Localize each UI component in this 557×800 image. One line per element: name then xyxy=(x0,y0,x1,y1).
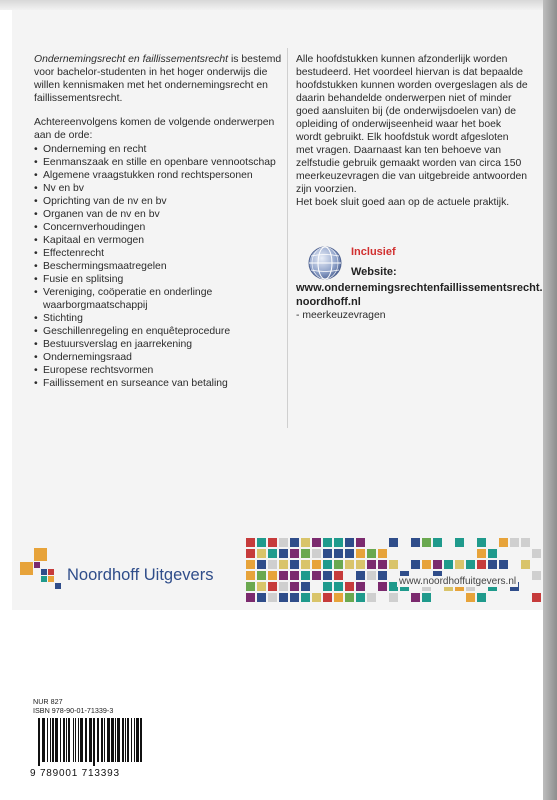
mosaic-tile xyxy=(367,571,376,580)
mosaic-tile xyxy=(378,571,387,580)
right-column xyxy=(296,53,528,209)
column-divider xyxy=(287,48,288,428)
topic-item: • Beschermingsmaatregelen xyxy=(34,260,286,273)
topic-item: • Algemene vraagstukken rond rechtspersonen xyxy=(34,169,286,182)
barcode-image xyxy=(36,718,148,766)
barcode-bar xyxy=(55,718,58,762)
mosaic-tile xyxy=(356,549,365,558)
mosaic-tile xyxy=(334,560,343,569)
barcode-bar xyxy=(75,718,76,762)
mosaic-tile xyxy=(323,593,332,602)
book-title-italic: Ondernemingsrecht en faillissementsrecht xyxy=(34,54,229,65)
mosaic-tile xyxy=(477,549,486,558)
mosaic-tile xyxy=(378,549,387,558)
barcode-bar xyxy=(85,718,87,762)
barcode-bar xyxy=(93,718,95,766)
mosaic-tile xyxy=(312,593,321,602)
mosaic-tile xyxy=(334,593,343,602)
mosaic-tile xyxy=(301,593,310,602)
barcode-bar xyxy=(63,718,65,762)
mosaic-tile xyxy=(532,593,541,602)
topic-item: • Organen van de nv en bv xyxy=(34,208,286,221)
isbn-code: ISBN 978-90-01-71339-3 xyxy=(33,706,114,715)
barcode-bar xyxy=(89,718,92,762)
topics-intro: Achtereenvolgens komen de volgende onderwerpen aan de orde: xyxy=(34,117,275,141)
barcode-bar xyxy=(52,718,54,762)
mosaic-tile xyxy=(422,593,431,602)
barcode-bar xyxy=(73,718,74,762)
mosaic-tile xyxy=(268,582,277,591)
mosaic-tile xyxy=(356,538,365,547)
barcode-bar xyxy=(47,718,48,762)
barcode-bar xyxy=(78,718,79,762)
mosaic-tile xyxy=(290,582,299,591)
topic-item: • Concernverhoudingen xyxy=(34,221,286,234)
mosaic-tile xyxy=(323,538,332,547)
mosaic-tile xyxy=(279,582,288,591)
barcode-bar xyxy=(136,718,139,762)
mosaic-tile xyxy=(334,582,343,591)
mosaic-tile xyxy=(532,571,541,580)
mosaic-tile xyxy=(422,560,431,569)
mosaic-tile xyxy=(345,560,354,569)
mosaic-tile xyxy=(246,582,255,591)
mosaic-tile xyxy=(411,593,420,602)
barcode-bar xyxy=(38,718,40,766)
mosaic-tile xyxy=(279,538,288,547)
mosaic-tile xyxy=(521,560,530,569)
mosaic-tile xyxy=(433,560,442,569)
mosaic-tile xyxy=(466,560,475,569)
mosaic-tile xyxy=(290,593,299,602)
inclusief-label: Inclusief xyxy=(351,246,396,258)
topic-item: • Kapitaal en vermogen xyxy=(34,234,286,247)
website-url[interactable] xyxy=(296,281,543,309)
mosaic-tile xyxy=(268,538,277,547)
mosaic-tile xyxy=(356,560,365,569)
barcode-bar xyxy=(80,718,83,762)
website-label: Website: xyxy=(351,266,397,278)
topics-list xyxy=(34,143,286,390)
topic-text: Vereniging, coöperatie en onderlinge xyxy=(43,287,213,298)
barcode-number: 9 789001 713393 xyxy=(30,768,120,779)
mosaic-tile xyxy=(323,560,332,569)
mosaic-tile xyxy=(422,538,431,547)
mosaic-tile xyxy=(477,560,486,569)
topic-item: • Nv en bv xyxy=(34,182,286,195)
mosaic-tile xyxy=(301,582,310,591)
mosaic-tile xyxy=(312,560,321,569)
mosaic-tile xyxy=(389,560,398,569)
barcode-bar xyxy=(97,718,99,762)
publisher-url[interactable]: www.noordhoffuitgevers.nl xyxy=(399,576,517,587)
barcode-bar xyxy=(117,718,120,762)
mosaic-tile xyxy=(345,549,354,558)
topic-item: • Faillissement en surseance van betaling xyxy=(34,377,286,390)
barcode-bar xyxy=(134,718,135,762)
mosaic-tile xyxy=(257,560,266,569)
topic-item: • Bestuursverslag en jaarrekening xyxy=(34,338,286,351)
mosaic-tile xyxy=(356,582,365,591)
barcode-bar xyxy=(60,718,61,762)
mosaic-tile xyxy=(301,549,310,558)
color-mosaic xyxy=(246,536,543,606)
mosaic-tile xyxy=(367,593,376,602)
mosaic-tile xyxy=(268,549,277,558)
mosaic-tile xyxy=(268,560,277,569)
topic-item: • Fusie en splitsing xyxy=(34,273,286,286)
topic-item: • Europese rechtsvormen xyxy=(34,364,286,377)
mosaic-tile xyxy=(246,571,255,580)
topic-item: • Eenmanszaak en stille en openbare vennootschap xyxy=(34,156,286,169)
closing-line: Het boek sluit goed aan op de actuele praktijk. xyxy=(296,197,510,208)
nur-code: NUR 827 xyxy=(33,697,63,706)
barcode-bar xyxy=(66,718,67,762)
topic-continuation: waarborgmaatschappij xyxy=(43,300,148,311)
website-url-line2[interactable]: noordhoff.nl xyxy=(296,296,361,308)
mosaic-tile xyxy=(279,560,288,569)
mosaic-tile xyxy=(488,560,497,569)
mosaic-tile xyxy=(334,571,343,580)
mosaic-tile xyxy=(334,549,343,558)
mosaic-tile xyxy=(268,571,277,580)
topic-item: • Geschillenregeling en enquêteprocedure xyxy=(34,325,286,338)
mosaic-tile xyxy=(279,549,288,558)
barcode-bar xyxy=(125,718,126,762)
mosaic-tile xyxy=(312,538,321,547)
barcode-bar xyxy=(104,718,105,762)
mosaic-tile xyxy=(323,582,332,591)
mosaic-tile xyxy=(477,538,486,547)
mosaic-tile xyxy=(312,549,321,558)
barcode-bar xyxy=(68,718,70,762)
barcode-bar xyxy=(50,718,51,762)
barcode-bar xyxy=(140,718,142,762)
mosaic-tile xyxy=(257,593,266,602)
spine-edge xyxy=(543,0,557,800)
mosaic-tile xyxy=(312,571,321,580)
barcode-bar xyxy=(101,718,103,762)
barcode-bar xyxy=(122,718,124,762)
mosaic-tile xyxy=(433,538,442,547)
mosaic-tile xyxy=(268,593,277,602)
topic-item: • Onderneming en recht xyxy=(34,143,286,156)
mosaic-tile xyxy=(345,582,354,591)
mosaic-tile xyxy=(466,593,475,602)
mosaic-tile xyxy=(488,549,497,558)
mosaic-tile xyxy=(389,593,398,602)
barcode-bar xyxy=(127,718,129,762)
mosaic-tile xyxy=(378,582,387,591)
barcode-bar xyxy=(111,718,114,762)
topic-item: • Stichting xyxy=(34,312,286,325)
topic-item: • Effectenrecht xyxy=(34,247,286,260)
description-paragraph xyxy=(296,53,528,209)
mosaic-tile xyxy=(257,538,266,547)
mosaic-tile xyxy=(477,593,486,602)
mosaic-tile xyxy=(257,571,266,580)
mosaic-tile xyxy=(455,538,464,547)
mosaic-tile xyxy=(455,560,464,569)
topic-item xyxy=(34,286,286,312)
mosaic-tile xyxy=(389,538,398,547)
mosaic-tile xyxy=(345,538,354,547)
mosaic-tile xyxy=(246,538,255,547)
topic-item: • Oprichting van de nv en bv xyxy=(34,195,286,208)
mosaic-tile xyxy=(367,560,376,569)
mosaic-tile xyxy=(510,538,519,547)
mosaic-tile xyxy=(356,593,365,602)
mosaic-tile xyxy=(334,538,343,547)
mosaic-tile xyxy=(356,571,365,580)
mosaic-tile xyxy=(246,560,255,569)
mosaic-tile xyxy=(444,560,453,569)
mosaic-tile xyxy=(499,538,508,547)
mosaic-tile xyxy=(290,549,299,558)
intro-paragraph xyxy=(34,53,286,105)
intro-rest: is bestemd voor bachelor-studenten in het hoger onderwijs die willen kennismaken met het ondernemingsrecht en faillissementsrecht. xyxy=(34,54,282,104)
top-edge xyxy=(0,0,557,10)
globe-icon xyxy=(307,245,343,281)
mosaic-tile xyxy=(367,549,376,558)
mosaic-tile xyxy=(290,571,299,580)
mosaic-tile xyxy=(411,538,420,547)
mosaic-tile xyxy=(301,560,310,569)
mosaic-tile xyxy=(323,571,332,580)
website-url-line1[interactable]: www.ondernemingsrechtenfaillissementsrecht. xyxy=(296,282,543,294)
mosaic-tile xyxy=(246,549,255,558)
mosaic-tile xyxy=(532,549,541,558)
barcode-bar xyxy=(115,718,116,762)
mosaic-tile xyxy=(499,560,508,569)
mosaic-tile xyxy=(378,560,387,569)
mosaic-tile xyxy=(290,560,299,569)
publisher-logo-icon xyxy=(20,548,62,590)
publisher-name: Noordhoff Uitgevers xyxy=(67,566,214,584)
included-item: - meerkeuzevragen xyxy=(296,310,386,321)
mosaic-tile xyxy=(257,582,266,591)
barcode-bar xyxy=(42,718,45,762)
barcode-bar xyxy=(131,718,132,762)
mosaic-tile xyxy=(301,538,310,547)
mosaic-tile xyxy=(301,571,310,580)
mosaic-tile xyxy=(345,593,354,602)
mosaic-tile xyxy=(323,549,332,558)
mosaic-tile xyxy=(279,571,288,580)
barcode-bar xyxy=(107,718,110,762)
description-text: Alle hoofdstukken kunnen afzonderlijk worden bestudeerd. Het voordeel hiervan is dat bepaalde hoofdstukken kunnen worden overgeslagen als de daarin behandelde onderwerpen niet of minder goed aansluiten bij (de onderwijsdoelen van) de opleiding of onderwijseenheid waar het boek wordt gebruikt. Elk hoofdstuk wordt afgesloten met vragen. Daarnaast kan ten behoeve van zelfstudie gebruik gemaakt worden van circa 150 meerkeuzevragen die van uitgebreide antwoorden zijn voorzien. xyxy=(296,54,528,195)
mosaic-tile xyxy=(257,549,266,558)
mosaic-tile xyxy=(246,593,255,602)
mosaic-tile xyxy=(411,560,420,569)
mosaic-tile xyxy=(279,593,288,602)
topic-item: • Ondernemingsraad xyxy=(34,351,286,364)
mosaic-tile xyxy=(290,538,299,547)
mosaic-tile xyxy=(521,538,530,547)
left-column xyxy=(34,53,286,390)
